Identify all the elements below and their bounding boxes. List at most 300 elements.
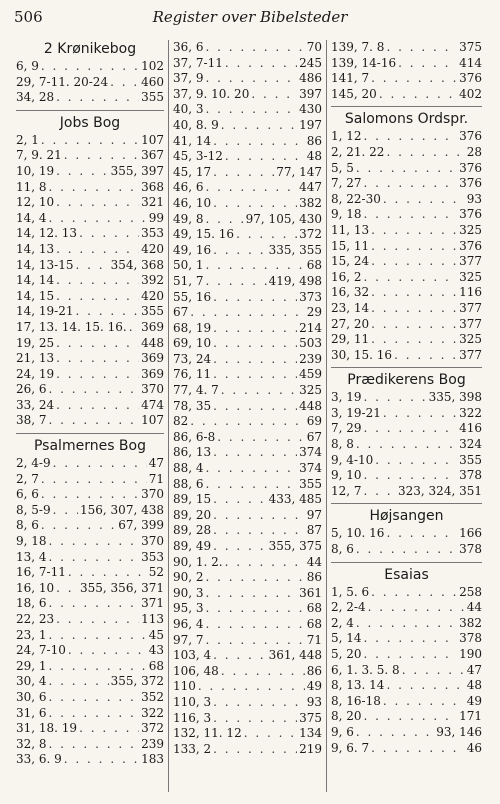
- register-entry: [16, 398, 164, 414]
- verse-reference: 96, 4: [173, 616, 204, 631]
- register-entry: [173, 601, 322, 617]
- verse-reference: 8, 22-30: [331, 191, 381, 206]
- verse-reference: 12, 10: [16, 195, 55, 210]
- page-references: 355, 375: [268, 539, 322, 553]
- page-references: 67: [306, 429, 322, 444]
- register-entry: [173, 165, 322, 181]
- dot-leader: [364, 421, 458, 437]
- dot-leader: [49, 180, 140, 196]
- page-references: 355, 397: [110, 163, 164, 178]
- verse-reference: 24, 19: [16, 366, 55, 381]
- register-entry: [331, 526, 482, 542]
- page-references: 355: [141, 90, 164, 105]
- verse-reference: 23, 14: [331, 300, 370, 315]
- dot-leader: [206, 212, 244, 228]
- verse-reference: 9, 4-10: [331, 452, 374, 467]
- register-entry: [173, 445, 322, 461]
- verse-reference: 139, 7. 8: [331, 40, 385, 54]
- register-entry: [173, 742, 322, 758]
- register-entry: [331, 207, 482, 223]
- dot-leader: [364, 484, 396, 500]
- page-references: 368: [141, 179, 164, 194]
- register-entry: [173, 71, 322, 87]
- dot-leader: [356, 542, 457, 558]
- page-references: 433, 485: [268, 492, 322, 507]
- dot-leader: [356, 161, 457, 177]
- dot-leader: [356, 725, 434, 741]
- page-references: 134: [299, 726, 322, 741]
- dot-leader: [56, 195, 139, 211]
- register-entry: [16, 596, 164, 612]
- page-references: 67, 399: [118, 518, 164, 533]
- dot-leader: [364, 176, 458, 192]
- register-entry: [173, 290, 322, 306]
- page-references: 107: [141, 132, 164, 147]
- dot-leader: [371, 301, 457, 317]
- verse-reference: 14, 4: [16, 210, 47, 225]
- page-references: 376: [459, 207, 482, 222]
- dot-leader: [221, 383, 297, 399]
- register-entry: [331, 663, 482, 679]
- dot-leader: [190, 414, 304, 430]
- page-references: 86: [306, 133, 322, 148]
- dot-leader: [49, 659, 147, 675]
- dot-leader: [379, 87, 457, 103]
- page-references: 219: [299, 741, 322, 756]
- dot-leader: [244, 726, 297, 742]
- verse-reference: 73, 24: [173, 351, 212, 366]
- dot-leader: [371, 317, 457, 333]
- dot-leader: [56, 90, 139, 106]
- page-references: 190: [459, 647, 482, 661]
- register-entry: [173, 679, 322, 695]
- dot-leader: [49, 534, 140, 550]
- register-entry: [16, 456, 164, 472]
- register-entry: [16, 180, 164, 196]
- verse-reference: 14, 15: [16, 288, 55, 303]
- register-entry: [16, 351, 164, 367]
- register-entry: [331, 616, 482, 632]
- verse-reference: 8, 8: [331, 437, 354, 452]
- register-entry: [331, 453, 482, 469]
- dot-leader: [225, 555, 305, 571]
- page-references: 325: [459, 332, 482, 347]
- dot-leader: [68, 643, 147, 659]
- page-references: 44: [466, 600, 482, 615]
- book-heading: 2 Krønikebog: [43, 41, 137, 57]
- dot-leader: [49, 596, 140, 612]
- register-entry: [16, 472, 164, 488]
- register-entry: [173, 477, 322, 493]
- verse-reference: 15, 24: [331, 254, 370, 269]
- register-entry: [16, 581, 164, 597]
- page-references: 48: [306, 149, 322, 164]
- page-references: 459: [299, 367, 322, 382]
- verse-reference: 55, 16: [173, 289, 212, 304]
- verse-reference: 106, 48: [173, 663, 219, 678]
- register-entry: [16, 273, 164, 289]
- verse-reference: 7, 9. 21: [16, 148, 62, 163]
- page-references: 353: [141, 226, 164, 241]
- register-entry: [173, 149, 322, 165]
- verse-reference: 30, 15. 16: [331, 347, 393, 362]
- verse-reference: 15, 11: [331, 238, 370, 253]
- verse-reference: 141, 7: [331, 71, 370, 86]
- register-entry: [173, 196, 322, 212]
- page-references: 355: [141, 304, 164, 319]
- dot-leader: [56, 164, 108, 180]
- dot-leader: [213, 336, 297, 352]
- dot-leader: [383, 694, 465, 710]
- page-references: 392: [141, 273, 164, 288]
- dot-leader: [364, 390, 427, 406]
- register-entry: [173, 274, 322, 290]
- page-references: 382: [299, 195, 322, 210]
- register-entry: [331, 694, 482, 710]
- page-references: 353: [141, 549, 164, 564]
- dot-leader: [213, 742, 297, 758]
- dot-leader: [56, 242, 139, 258]
- verse-reference: 3, 19-21: [331, 405, 381, 420]
- verse-reference: 133, 2: [173, 741, 212, 756]
- page-references: 68: [306, 258, 322, 273]
- verse-reference: 90, 3: [173, 585, 204, 600]
- verse-reference: 34, 28: [16, 90, 55, 105]
- verse-reference: 2, 7: [16, 471, 39, 486]
- verse-reference: 76, 11: [173, 367, 212, 382]
- register-entry: [331, 647, 482, 663]
- register-entry: [173, 492, 322, 508]
- page-references: 322: [459, 405, 482, 420]
- verse-reference: 6, 9: [16, 59, 39, 73]
- page-references: 48: [466, 678, 482, 693]
- register-entry: [16, 164, 164, 180]
- register-columns: [16, 40, 482, 792]
- page-references: 52: [148, 565, 164, 580]
- verse-reference: 29, 7-11. 20-24: [16, 74, 109, 89]
- register-entry: [173, 352, 322, 368]
- register-entry: [16, 534, 164, 550]
- dot-leader: [206, 601, 305, 617]
- page-references: 324: [459, 437, 482, 452]
- register-entry: [16, 721, 164, 737]
- verse-reference: 88, 4: [173, 461, 204, 476]
- dot-leader: [236, 227, 297, 243]
- verse-reference: 23, 1: [16, 627, 47, 642]
- page-references: 245: [299, 55, 322, 70]
- page-references: 68: [306, 601, 322, 616]
- verse-reference: 9, 6. 7: [331, 740, 370, 755]
- page-references: 352: [141, 689, 164, 704]
- register-entry: [331, 285, 482, 301]
- page-references: 376: [459, 176, 482, 191]
- register-entry: [173, 617, 322, 633]
- dot-leader: [49, 628, 147, 644]
- verse-reference: 5, 5: [331, 160, 354, 175]
- register-entry: [331, 223, 482, 239]
- register-entry: [331, 678, 482, 694]
- verse-reference: 10, 19: [16, 163, 55, 178]
- register-entry: [173, 258, 322, 274]
- page-number: 506: [14, 8, 43, 26]
- verse-reference: 7, 27: [331, 176, 362, 191]
- register-entry: [331, 332, 482, 348]
- dot-leader: [206, 570, 305, 586]
- dot-leader: [371, 285, 457, 301]
- verse-reference: 41, 14: [173, 133, 212, 148]
- verse-reference: 45, 17: [173, 164, 212, 179]
- verse-reference: 5, 14: [331, 631, 362, 646]
- verse-reference: 68, 19: [173, 320, 212, 335]
- page-references: 87: [306, 523, 322, 538]
- register-entry: [16, 487, 164, 503]
- register-entry: [16, 59, 164, 75]
- register-entry: [16, 195, 164, 211]
- page-references: 474: [141, 397, 164, 412]
- register-entry: [173, 461, 322, 477]
- verse-reference: 9, 18: [16, 534, 47, 549]
- dot-leader: [56, 398, 139, 414]
- dot-leader: [41, 518, 116, 534]
- register-column-1: [16, 40, 168, 792]
- book-heading: Prædikerens Bog: [331, 367, 482, 390]
- dot-leader: [206, 258, 305, 274]
- register-entry: [16, 304, 164, 320]
- page-references: 377: [459, 254, 482, 269]
- page-references: 325: [459, 269, 482, 284]
- verse-reference: 12, 7: [331, 483, 362, 498]
- verse-reference: 86, 6-8: [173, 429, 216, 444]
- page-references: 361, 448: [268, 648, 322, 663]
- register-entry: [331, 87, 482, 103]
- register-entry: [16, 413, 164, 429]
- dot-leader: [49, 413, 140, 429]
- register-entry: [16, 752, 164, 768]
- dot-leader: [213, 711, 297, 727]
- dot-leader: [56, 367, 139, 383]
- page-references: 367: [141, 148, 164, 163]
- verse-reference: 37, 9. 10. 20: [173, 86, 250, 101]
- page-references: 402: [459, 86, 482, 101]
- dot-leader: [386, 678, 464, 694]
- verse-reference: 1, 12: [331, 129, 362, 144]
- verse-reference: 89, 20: [173, 507, 212, 522]
- verse-reference: 86, 13: [173, 445, 212, 460]
- verse-reference: 8, 6: [16, 518, 39, 533]
- register-entry: [173, 227, 322, 243]
- verse-reference: 69, 10: [173, 336, 212, 351]
- dot-leader: [371, 741, 465, 757]
- register-entry: [331, 390, 482, 406]
- book-heading: Højsangen: [331, 503, 482, 526]
- register-entry: [331, 709, 482, 725]
- dot-leader: [76, 304, 140, 320]
- dot-leader: [49, 690, 140, 706]
- register-entry: [331, 741, 482, 757]
- verse-reference: 32, 8: [16, 736, 47, 751]
- verse-reference: 90, 1. 2.: [173, 554, 223, 569]
- dot-leader: [49, 211, 147, 227]
- dot-leader: [213, 134, 305, 150]
- verse-reference: 14, 14: [16, 273, 55, 288]
- register-entry: [16, 336, 164, 352]
- page-references: 171: [459, 709, 482, 724]
- dot-leader: [206, 274, 267, 290]
- page-references: 372: [299, 227, 322, 242]
- book-heading: Jobs Bog: [16, 110, 164, 133]
- register-entry: [173, 134, 322, 150]
- register-entry: [331, 40, 482, 56]
- verse-reference: 88, 6: [173, 476, 204, 491]
- dot-leader: [386, 526, 457, 542]
- page-references: 370: [141, 382, 164, 397]
- page-references: 376: [459, 129, 482, 144]
- register-entry: [331, 437, 482, 453]
- dot-leader: [371, 71, 457, 87]
- page-references: 44: [306, 554, 322, 569]
- page-references: 355: [299, 476, 322, 491]
- dot-leader: [213, 352, 297, 368]
- verse-reference: 5, 10. 16: [331, 526, 385, 541]
- register-entry: [173, 243, 322, 259]
- page-references: 355, 356, 371: [80, 580, 164, 595]
- register-entry: [173, 414, 322, 430]
- page-references: 419, 498: [268, 273, 322, 288]
- page-references: 68: [148, 658, 164, 673]
- page-references: 325: [459, 222, 482, 237]
- page-references: 321: [141, 195, 164, 210]
- dot-leader: [213, 367, 297, 383]
- verse-reference: 21, 13: [16, 351, 55, 366]
- dot-leader: [53, 503, 78, 519]
- page-references: 376: [459, 71, 482, 86]
- verse-reference: 18, 6: [16, 596, 47, 611]
- page-references: 99: [148, 210, 164, 225]
- register-entry: [173, 118, 322, 134]
- page-references: 447: [299, 180, 322, 195]
- dot-leader: [213, 445, 297, 461]
- register-entry: [173, 695, 322, 711]
- register-entry: [331, 585, 482, 601]
- dot-leader: [371, 239, 457, 255]
- verse-reference: 8, 16-18: [331, 693, 381, 708]
- register-entry: [331, 239, 482, 255]
- verse-reference: 139, 14-16: [331, 55, 397, 70]
- running-head: Register over Bibelsteder: [152, 8, 348, 26]
- page-references: 68: [306, 616, 322, 631]
- dot-leader: [402, 663, 465, 679]
- dot-leader: [206, 71, 298, 87]
- page-references: 373: [299, 289, 322, 304]
- register-entry: [173, 648, 322, 664]
- verse-reference: 89, 28: [173, 523, 212, 538]
- register-entry: [16, 367, 164, 383]
- register-column-3: [326, 40, 482, 792]
- verse-reference: 103, 4: [173, 648, 212, 663]
- register-entry: [16, 706, 164, 722]
- verse-reference: 49, 16: [173, 242, 212, 257]
- register-entry: [331, 406, 482, 422]
- dot-leader: [386, 40, 457, 56]
- verse-reference: 49, 8: [173, 211, 204, 226]
- register-entry: [16, 258, 164, 274]
- page-references: 369: [141, 366, 164, 381]
- register-entry: [173, 508, 322, 524]
- page-references: 197: [299, 117, 322, 132]
- dot-leader: [49, 382, 140, 398]
- register-entry: [173, 212, 322, 228]
- dot-leader: [213, 399, 297, 415]
- page-references: 77, 147: [276, 164, 322, 179]
- page-references: 71: [306, 632, 322, 647]
- dot-leader: [371, 223, 457, 239]
- register-column-2: [168, 40, 326, 792]
- register-entry: [16, 643, 164, 659]
- dot-leader: [206, 102, 298, 118]
- verse-reference: 90, 2: [173, 570, 204, 585]
- dot-leader: [206, 617, 305, 633]
- dot-leader: [49, 674, 109, 690]
- register-entry: [16, 211, 164, 227]
- page-references: 416: [459, 421, 482, 436]
- page-references: 354, 368: [110, 257, 164, 272]
- register-entry: [173, 180, 322, 196]
- register-entry: [16, 737, 164, 753]
- dot-leader: [68, 565, 147, 581]
- verse-reference: 49, 15. 16: [173, 227, 235, 242]
- verse-reference: 16, 2: [331, 269, 362, 284]
- dot-leader: [190, 305, 304, 321]
- register-entry: [173, 383, 322, 399]
- dot-leader: [206, 586, 298, 602]
- dot-leader: [364, 468, 458, 484]
- verse-reference: 95, 3: [173, 601, 204, 616]
- dot-leader: [64, 148, 139, 164]
- verse-reference: 78, 35: [173, 398, 212, 413]
- verse-reference: 89, 15: [173, 492, 212, 507]
- page-header: [14, 8, 486, 34]
- dot-leader: [371, 585, 457, 601]
- page-references: 107: [141, 413, 164, 428]
- dot-leader: [206, 40, 305, 56]
- page-references: 374: [299, 445, 322, 460]
- verse-reference: 6, 1. 3. 5. 8: [331, 662, 400, 677]
- register-entry: [331, 484, 482, 500]
- page-references: 369: [141, 319, 164, 334]
- dot-leader: [356, 437, 457, 453]
- page-references: 69: [306, 414, 322, 429]
- register-entry: [173, 102, 322, 118]
- dot-leader: [383, 192, 465, 208]
- verse-reference: 37, 9: [173, 71, 204, 86]
- register-entry: [16, 612, 164, 628]
- verse-reference: 26, 6: [16, 382, 47, 397]
- register-entry: [173, 555, 322, 571]
- verse-reference: 38, 7: [16, 413, 47, 428]
- register-entry: [16, 628, 164, 644]
- page-references: 335, 398: [428, 390, 482, 405]
- register-entry: [16, 133, 164, 149]
- dot-leader: [364, 647, 458, 663]
- page-references: 71: [148, 471, 164, 486]
- verse-reference: 30, 6: [16, 689, 47, 704]
- verse-reference: 46, 6: [173, 180, 204, 195]
- dot-leader: [49, 550, 140, 566]
- verse-reference: 45, 3-12: [173, 149, 223, 164]
- dot-leader: [213, 648, 266, 664]
- register-entry: [173, 586, 322, 602]
- dot-leader: [49, 706, 140, 722]
